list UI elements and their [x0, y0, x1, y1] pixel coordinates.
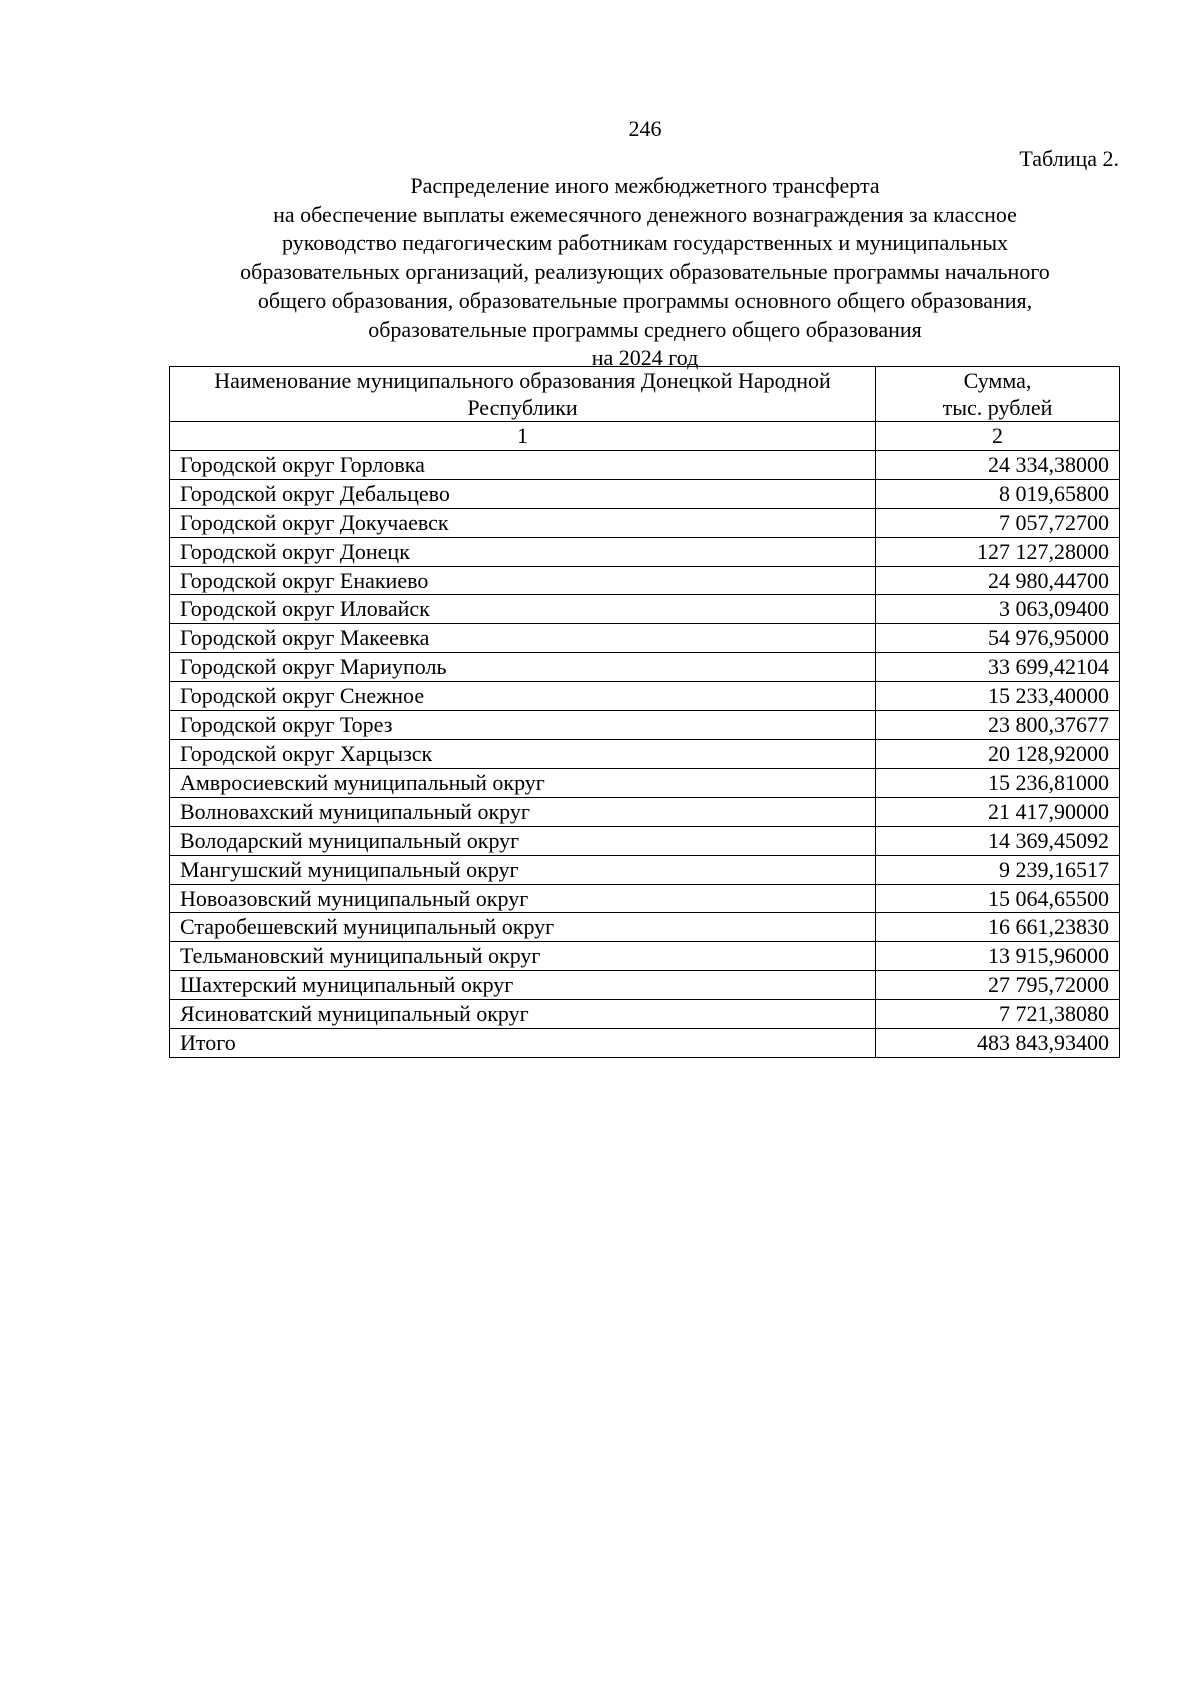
- sum-value: 127 127,28000: [876, 537, 1120, 566]
- sum-value: 23 800,37677: [876, 711, 1120, 740]
- table-row: [170, 450, 1120, 479]
- header-municipality-line1: Наименование муниципального образования Донецкой Народной: [214, 368, 831, 393]
- sum-value: 9 239,16517: [876, 855, 1120, 884]
- sum-value: 8 019,65800: [876, 479, 1120, 508]
- municipality-name: Амвросиевский муниципальный округ: [170, 768, 876, 797]
- municipality-name: Мангушский муниципальный округ: [170, 855, 876, 884]
- header-sum-line2: тыс. рублей: [942, 395, 1053, 420]
- table-header-row: [170, 367, 1120, 422]
- sum-value: 20 128,92000: [876, 739, 1120, 768]
- table-row: [170, 855, 1120, 884]
- sum-value: 27 795,72000: [876, 971, 1120, 1000]
- municipality-name: Городской округ Харцызск: [170, 739, 876, 768]
- sum-value: 7 057,72700: [876, 508, 1120, 537]
- sum-value: 21 417,90000: [876, 797, 1120, 826]
- municipality-name: Итого: [170, 1029, 876, 1058]
- sum-value: 483 843,93400: [876, 1029, 1120, 1058]
- table-row: [170, 508, 1120, 537]
- title-line: на 2024 год: [591, 345, 699, 371]
- table-row: [170, 884, 1120, 913]
- municipality-name: Тельмановский муниципальный округ: [170, 942, 876, 971]
- municipality-name: Городской округ Докучаевск: [170, 508, 876, 537]
- table-label: Таблица 2.: [1019, 146, 1119, 171]
- total-row: [170, 1029, 1120, 1058]
- municipality-name: Городской округ Торез: [170, 711, 876, 740]
- municipality-name: Городской округ Иловайск: [170, 595, 876, 624]
- sum-value: 7 721,38080: [876, 1000, 1120, 1029]
- table-row: [170, 566, 1120, 595]
- sum-value: 24 334,38000: [876, 450, 1120, 479]
- municipality-name: Городской округ Дебальцево: [170, 479, 876, 508]
- table-row: [170, 653, 1120, 682]
- title-line: образовательные программы среднего общего образования: [368, 316, 922, 342]
- sum-value: 15 233,40000: [876, 682, 1120, 711]
- table-row: [170, 971, 1120, 1000]
- title-line: образовательных организаций, реализующих образовательные программы начального: [240, 259, 1050, 285]
- municipality-name: Волновахский муниципальный округ: [170, 797, 876, 826]
- title-line: Распределение иного межбюджетного трансферта: [410, 173, 880, 198]
- municipality-name: Шахтерский муниципальный округ: [170, 971, 876, 1000]
- page-number: 246: [628, 116, 662, 141]
- municipality-name: Городской округ Горловка: [170, 450, 876, 479]
- sum-value: 54 976,95000: [876, 624, 1120, 653]
- column-number-row: [170, 422, 1120, 451]
- table-row: [170, 826, 1120, 855]
- municipality-name: Городской округ Макеевка: [170, 624, 876, 653]
- table-title: [0, 172, 1200, 373]
- table-row: [170, 942, 1120, 971]
- table-row: [170, 913, 1120, 942]
- municipality-name: Городской округ Енакиево: [170, 566, 876, 595]
- table-row: [170, 768, 1120, 797]
- distribution-table: [169, 366, 1120, 1058]
- column-number-1: 1: [170, 422, 876, 451]
- header-sum: [876, 367, 1120, 422]
- sum-value: 15 236,81000: [876, 768, 1120, 797]
- column-number-2: 2: [876, 422, 1120, 451]
- sum-value: 16 661,23830: [876, 913, 1120, 942]
- sum-value: 15 064,65500: [876, 884, 1120, 913]
- header-municipality-line2: Республики: [467, 395, 578, 420]
- municipality-name: Городской округ Донецк: [170, 537, 876, 566]
- sum-value: 24 980,44700: [876, 566, 1120, 595]
- sum-value: 14 369,45092: [876, 826, 1120, 855]
- table-row: [170, 537, 1120, 566]
- municipality-name: Ясиноватский муниципальный округ: [170, 1000, 876, 1029]
- sum-value: 3 063,09400: [876, 595, 1120, 624]
- sum-value: 33 699,42104: [876, 653, 1120, 682]
- table-row: [170, 479, 1120, 508]
- table-row: [170, 595, 1120, 624]
- title-line: руководство педагогическим работникам государственных и муниципальных: [282, 230, 1008, 256]
- header-sum-line1: Сумма,: [963, 368, 1032, 393]
- header-municipality: [170, 367, 876, 422]
- municipality-name: Новоазовский муниципальный округ: [170, 884, 876, 913]
- municipality-name: Городской округ Снежное: [170, 682, 876, 711]
- municipality-name: Володарский муниципальный округ: [170, 826, 876, 855]
- title-line: общего образования, образовательные программы основного общего образования,: [257, 287, 1033, 313]
- municipality-name: Городской округ Мариуполь: [170, 653, 876, 682]
- title-line: на обеспечение выплаты ежемесячного денежного вознаграждения за классное: [273, 201, 1017, 227]
- sum-value: 13 915,96000: [876, 942, 1120, 971]
- table-row: [170, 1000, 1120, 1029]
- municipality-name: Старобешевский муниципальный округ: [170, 913, 876, 942]
- table-row: [170, 711, 1120, 740]
- table-row: [170, 739, 1120, 768]
- table-row: [170, 682, 1120, 711]
- table-row: [170, 624, 1120, 653]
- table-row: [170, 797, 1120, 826]
